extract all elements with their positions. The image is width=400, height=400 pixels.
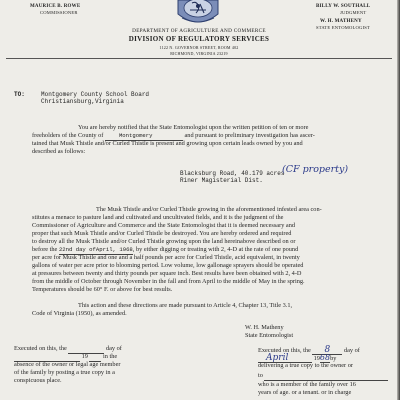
exec-right-line-6: years of age. or a tenant. or in charge: [258, 389, 352, 396]
exec-left-dayof: day of: [105, 345, 122, 352]
virginia-seal-icon: [168, 0, 228, 26]
exec-right-to: to: [258, 372, 263, 379]
street-address: 1122 N. GOVERNOR STREET, ROOM 402: [159, 45, 239, 50]
order-line-8: gallons of water per acre prior to blooming period. Low volume, low gallonage sprayers should be operated: [32, 262, 304, 269]
property-line-1: Blacksburg Road, 40.179 acres: [180, 170, 285, 177]
order-line-11: Temperatures should be 60° F. or above for best results.: [32, 286, 173, 293]
recipient-line-2: Christiansburg,Virginia: [41, 98, 124, 105]
order-line-10: from the middle of October through November in the fall and from April to the middle of May in the spring.: [32, 278, 305, 285]
order-line-4: proper that such Musk Thistle and/or Curled Thistle be destroyed. You are hereby ordered and required: [32, 230, 292, 237]
exec-right-year-prefix: 19: [313, 355, 320, 362]
exec-right-line-4: [258, 372, 388, 381]
division-name: DIVISION OF REGULATORY SERVICES: [128, 35, 270, 43]
exec-right-line-3: delivering a true copy to the owner or: [258, 362, 353, 369]
deadline-post: , by either digging or treating with 2, 4-D at the rate of one pound: [132, 246, 299, 253]
exec-left-in-the: in the: [103, 353, 118, 360]
entomologist-title: STATE ENTOMOLOGIST: [316, 25, 371, 30]
notice-line-4: described as follows:: [32, 148, 86, 155]
commissioner-title: COMMISSIONER: [40, 10, 78, 15]
authority-line-1: This action and these directions are made pursuant to Article 4, Chapter 13, Title 3.1,: [78, 302, 293, 309]
exec-right-day: 8: [312, 346, 342, 355]
judge-title: JUDGMENT: [340, 10, 367, 15]
exec-left-line-5: conspicuous place.: [14, 377, 62, 384]
exec-right-line-5: who is a member of the family over 16: [258, 381, 356, 388]
deadline-date-field: 22nd day ofApril, 1968: [59, 246, 133, 255]
exec-left-year-prefix: 19: [81, 353, 88, 360]
commissioner-name: MAURICE B. ROWE: [30, 4, 81, 9]
exec-right-person-blank: [264, 372, 388, 381]
exec-right-intro: Executed on this, the: [258, 347, 311, 354]
order-line-5: to destroy all the Musk Thistle and/or Curled Thistle growing upon the land hereinabove described on or: [32, 238, 296, 245]
notice-line-3: tained that Musk Thistle and/or Curled Thistle is present and growing upon certain leads owned by you and: [32, 140, 303, 147]
entomologist-name: W. H. MATHENY: [320, 19, 362, 24]
order-line-7: per acre for Musk Thistle and one and a half pounds per acre for Curled Thistle, acid equivalent, in twenty: [32, 254, 300, 261]
department-name: DEPARTMENT OF AGRICULTURE AND COMMERCE: [132, 28, 266, 34]
notice-county-pre: freeholders of the County of: [32, 132, 104, 139]
judge-name: BILLY W. SOUTHALL: [316, 4, 371, 9]
header-divider: [6, 58, 392, 59]
exec-right-by: by: [330, 355, 337, 362]
exec-right-year: 68: [319, 353, 331, 362]
county-field: Montgomery: [105, 132, 183, 141]
signature-name: W. H. Matheny: [245, 324, 284, 331]
recipient-line-1: Montgomery County School Board: [41, 91, 150, 98]
exec-left-line-3: absence of the owner or legal age member: [14, 361, 121, 368]
exec-right-month: April: [258, 354, 312, 363]
order-line-9: at pressures between twenty and thirty pounds per square inch. Best results have been obtained with 2, 4-D: [32, 270, 302, 277]
authority-line-2: Code of Virginia (1950), as amended.: [32, 310, 127, 317]
to-label: TO:: [14, 91, 25, 98]
exec-right-dayof: day of: [343, 347, 360, 354]
city-address: RICHMOND, VIRGINIA 23219: [170, 51, 228, 56]
exec-left-intro: Executed on this, the: [14, 345, 67, 352]
order-line-2: stitutes a menace to pasture land and cultivated and uncultivated fields, and it is the judgment of the: [32, 214, 284, 221]
property-line-2: Riner Magisterial Dist.: [180, 177, 263, 184]
order-line-1: The Musk Thistle and/or Curled Thistle growing in the aforementioned infested area con-: [96, 206, 322, 213]
order-line-3: Commissioner of Agriculture and Commerce and the State Entomologist that it is deemed necessary and: [32, 222, 296, 229]
exec-left-line-4: of the family by posting a true copy in a: [14, 369, 115, 376]
signature-title: State Entomologist: [245, 332, 294, 339]
notice-county-post: and pursuant to preliminary investigation has ascer-: [184, 132, 315, 139]
handwritten-property-note: (CF property): [282, 164, 349, 175]
deadline-pre: before the: [32, 246, 58, 253]
notice-line-1: You are hereby notified that the State Entomologist upon the written petition of ten or more: [78, 124, 309, 131]
